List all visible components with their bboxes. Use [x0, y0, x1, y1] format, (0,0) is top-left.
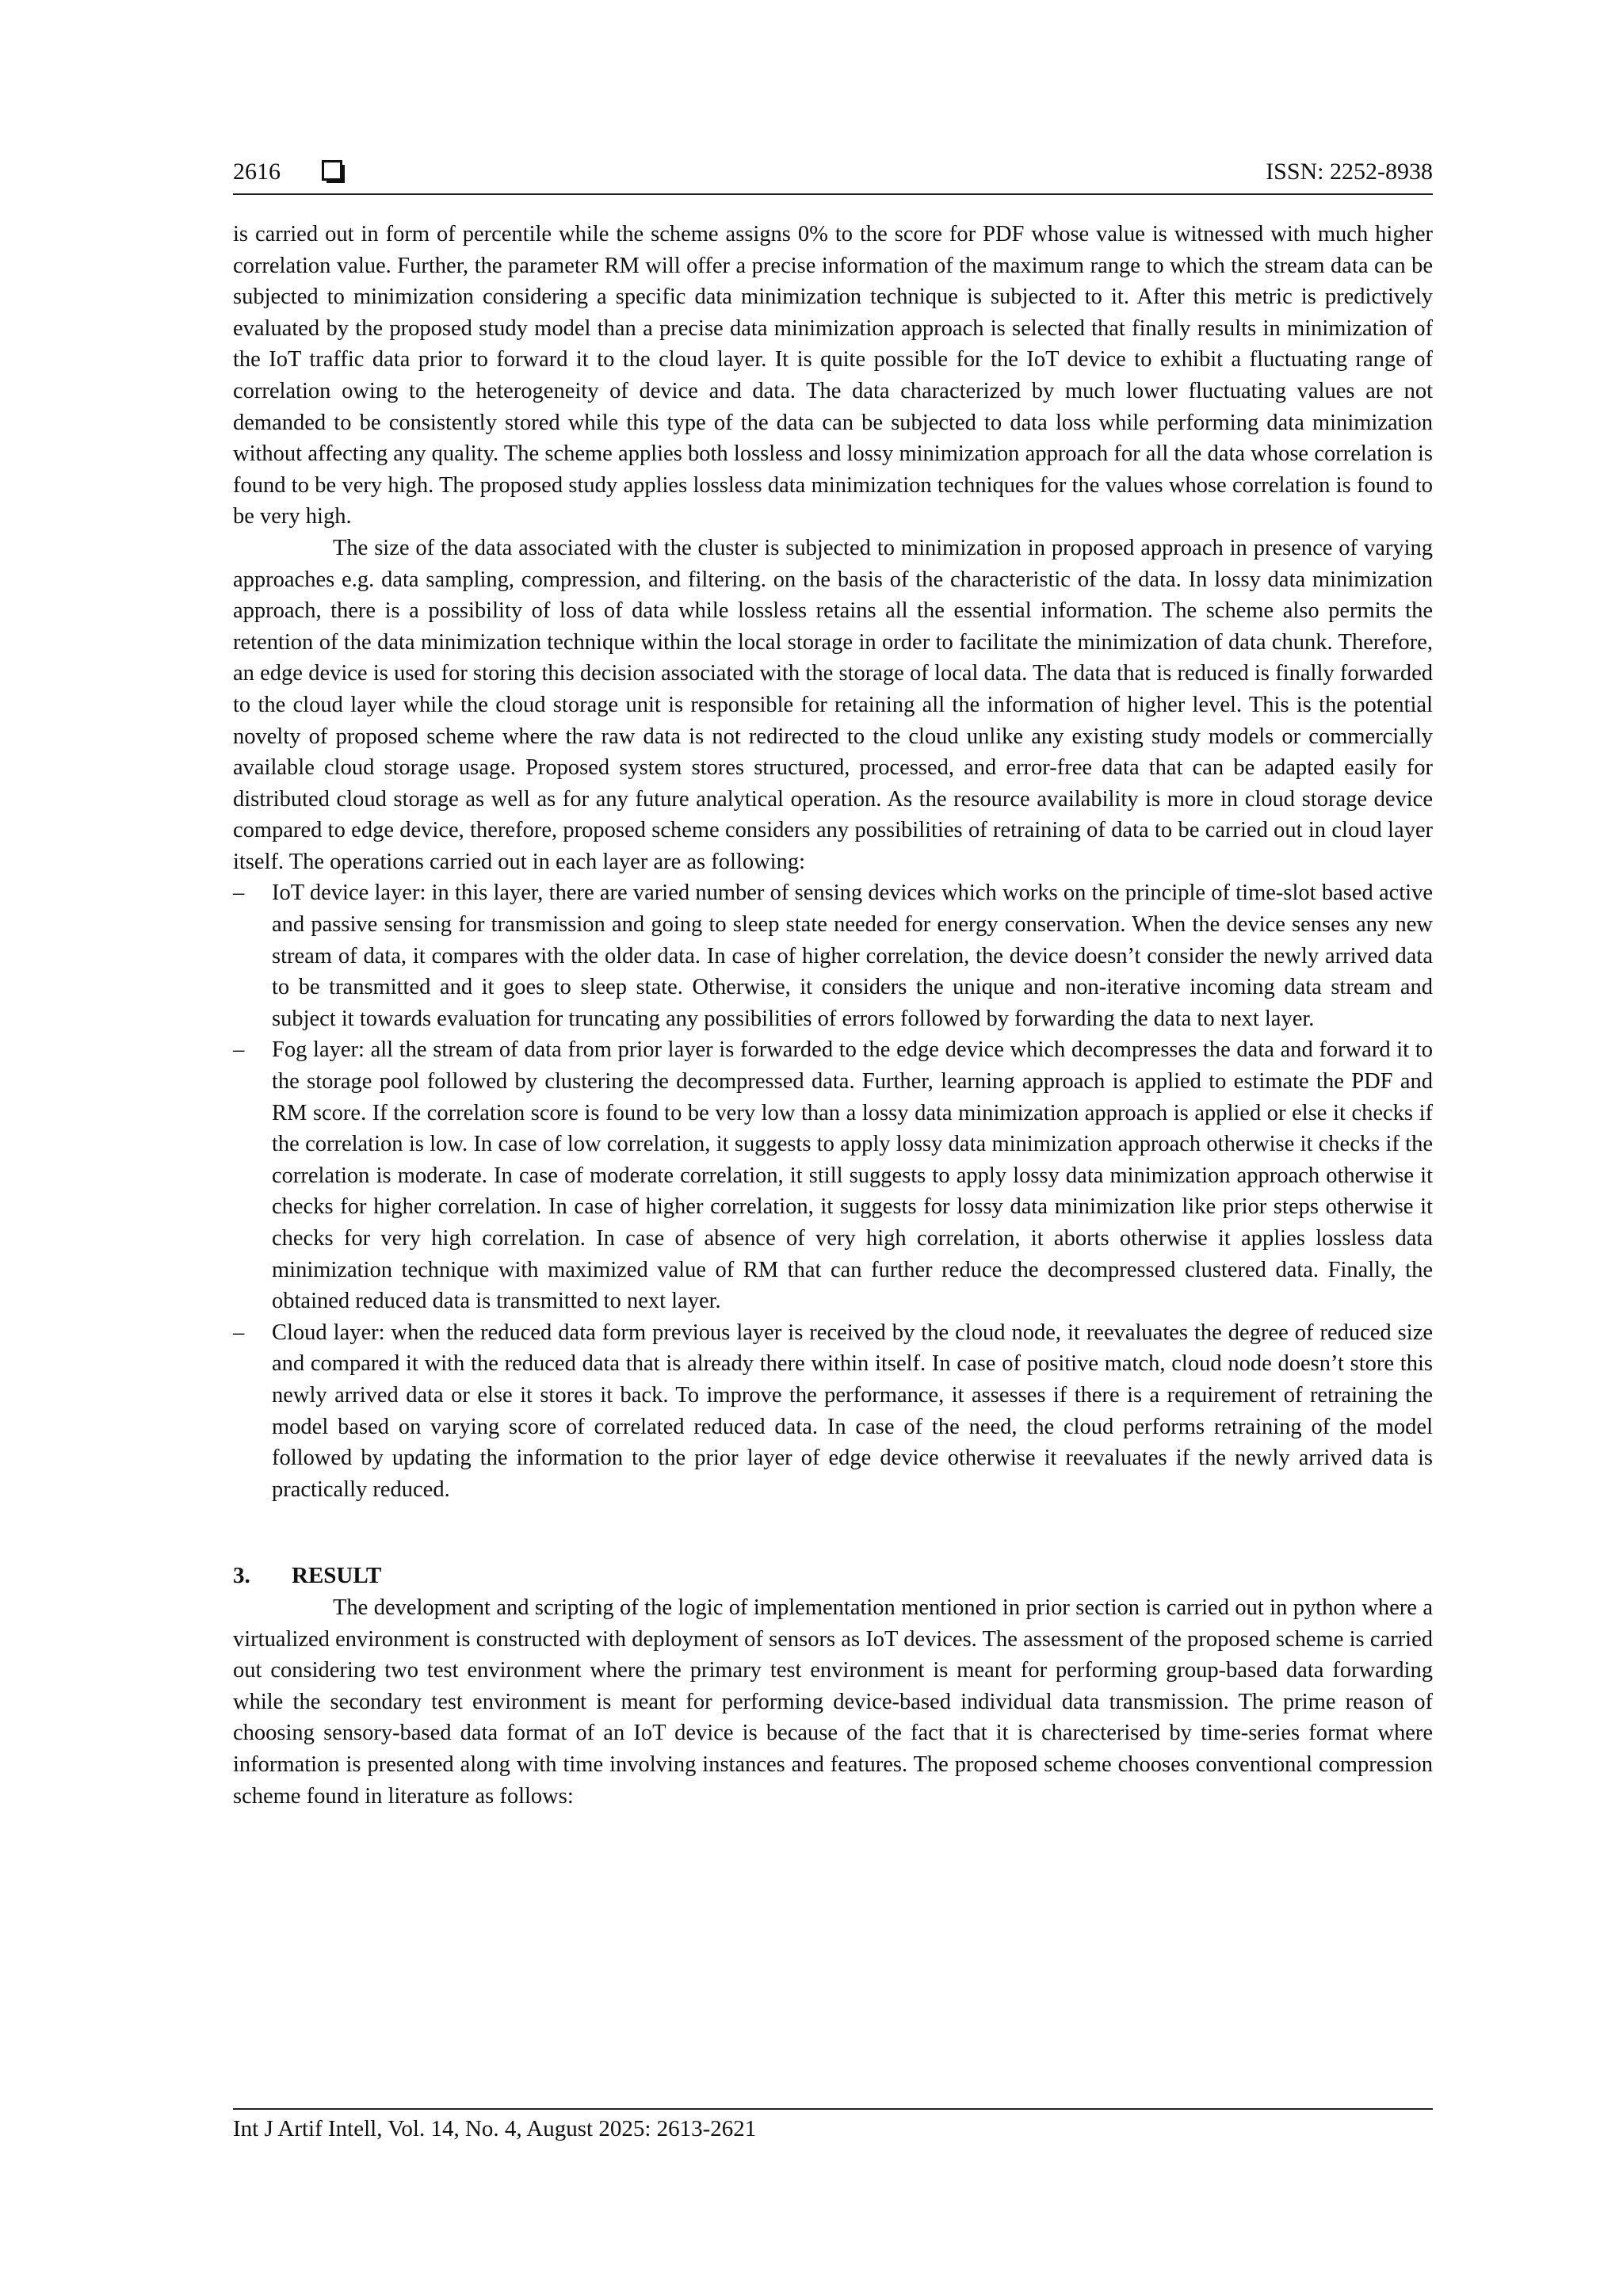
layer-operations-list: [233, 877, 1433, 1505]
page-header: [233, 155, 1433, 195]
page-number: 2616: [233, 159, 281, 185]
list-item-text: IoT device layer: in this layer, there are varied number of sensing devices which works on the principle of time-slot based active and passive sensing for transmission and going to sleep state needed for energy conservation. When the device senses any new stream of data, it compares with the older data. In case of higher correlation, the device doesn’t consider the newly arrived data to be transmitted and it goes to sleep state. Otherwise, it considers the unique and non-iterative incoming data stream and subject it towards evaluation for truncating any possibilities of errors followed by forwarding the data to next layer.: [272, 881, 1433, 1031]
issn-label: ISSN: 2252-8938: [1266, 159, 1433, 185]
section-title: RESULT: [292, 1563, 382, 1589]
list-item-iot-device-layer: [233, 877, 1433, 1034]
dash-bullet-icon: –: [233, 881, 245, 906]
dash-bullet-icon: –: [233, 1320, 245, 1345]
paragraph-continuation: is carried out in form of percentile while the scheme assigns 0% to the score for PDF whose value is witnessed with much higher correlation value. Further, the parameter RM will offer a precise information of the maximum range to which the stream data can be subjected to minimization considering a specific data minimization technique is subjected to it. After this metric is predictively evaluated by the proposed study model than a precise data minimization approach is selected that finally results in minimization of the IoT traffic data prior to forward it to the cloud layer. It is quite possible for the IoT device to exhibit a fluctuating range of correlation owing to the heterogeneity of device and data. The data characterized by much lower fluctuating values are not demanded to be consistently stored while this type of the data can be subjected to data loss while performing data minimization without affecting any quality. The scheme applies both lossless and lossy minimization approach for all the data whose correlation is found to be very high. The proposed study applies lossless data minimization techniques for the values whose correlation is found to be very high.: [233, 222, 1433, 529]
list-item-text: Fog layer: all the stream of data from prior layer is forwarded to the edge device which decompresses the data and forward it to the storage pool followed by clustering the decompressed data. Further, learning approach is applied to estimate the PDF and RM score. If the correlation score is found to be very low than a lossy data minimization approach is applied or else it checks if the correlation is low. In case of low correlation, it suggests to apply lossy data minimization approach otherwise it checks if the correlation is moderate. In case of moderate correlation, it still suggests to apply lossy data minimization approach otherwise it checks for higher correlation. In case of higher correlation, it suggests for lossy data minimization like prior steps otherwise it checks for very high correlation. In case of absence of very high correlation, it aborts otherwise it applies lossless data minimization technique with maximized value of RM that can further reduce the decompressed clustered data. Finally, the obtained reduced data is transmitted to next layer.: [272, 1037, 1433, 1314]
list-item-cloud-layer: [233, 1317, 1433, 1506]
journal-reference: Int J Artif Intell, Vol. 14, No. 4, August 2025: 2613-2621: [233, 2116, 757, 2141]
page-footer: [233, 2108, 1433, 2142]
article-body: [233, 219, 1433, 1812]
box-square-icon: [322, 160, 342, 181]
list-item-text: Cloud layer: when the reduced data form previous layer is received by the cloud node, it reevaluates the degree of reduced size and compared it with the reduced data that is already there within itself. In case of positive match, cloud node doesn’t store this newly arrived data or else it stores it back. To improve the performance, it assesses if there is a requirement of retraining the model based on varying score of correlated reduced data. In case of the need, the cloud performs retraining of the model followed by updating the information to the prior layer of edge device otherwise it reevaluates if the newly arrived data is practically reduced.: [272, 1320, 1433, 1502]
list-item-fog-layer: [233, 1034, 1433, 1316]
section-number: 3.: [233, 1563, 250, 1589]
paragraph-result: The development and scripting of the logic of implementation mentioned in prior section is carried out in python where a virtualized environment is constructed with deployment of sensors as IoT devices. The assessment of the proposed scheme is carried out considering two test environment where the primary test environment is meant for performing group-based data forwarding while the secondary test environment is meant for performing device-based individual data transmission. The prime reason of choosing sensory-based data format of an IoT device is because of the fact that it is charecterised by time-series format where information is presented along with time involving instances and features. The proposed scheme chooses conventional compression scheme found in literature as follows:: [233, 1595, 1433, 1809]
paragraph-data-size: The size of the data associated with the cluster is subjected to minimization in proposed approach in presence of varying approaches e.g. data sampling, compression, and filtering. on the basis of the characteristic of the data. In lossy data minimization approach, there is a possibility of loss of data while lossless retains all the essential information. The scheme also permits the retention of the data minimization technique within the local storage in order to facilitate the minimization of data chunk. Therefore, an edge device is used for storing this decision associated with the storage of local data. The data that is reduced is finally forwarded to the cloud layer while the cloud storage unit is responsible for retaining all the information of higher level. This is the potential novelty of proposed scheme where the raw data is not redirected to the cloud unlike any existing study models or commercially available cloud storage usage. Proposed system stores structured, processed, and error-free data that can be adapted easily for distributed cloud storage as well as for any future analytical operation. As the resource availability is more in cloud storage device compared to edge device, therefore, proposed scheme considers any possibilities of retraining of data to be carried out in cloud layer itself. The operations carried out in each layer are as following:: [233, 535, 1433, 874]
dash-bullet-icon: –: [233, 1037, 245, 1063]
section-heading-result: [233, 1561, 1433, 1592]
